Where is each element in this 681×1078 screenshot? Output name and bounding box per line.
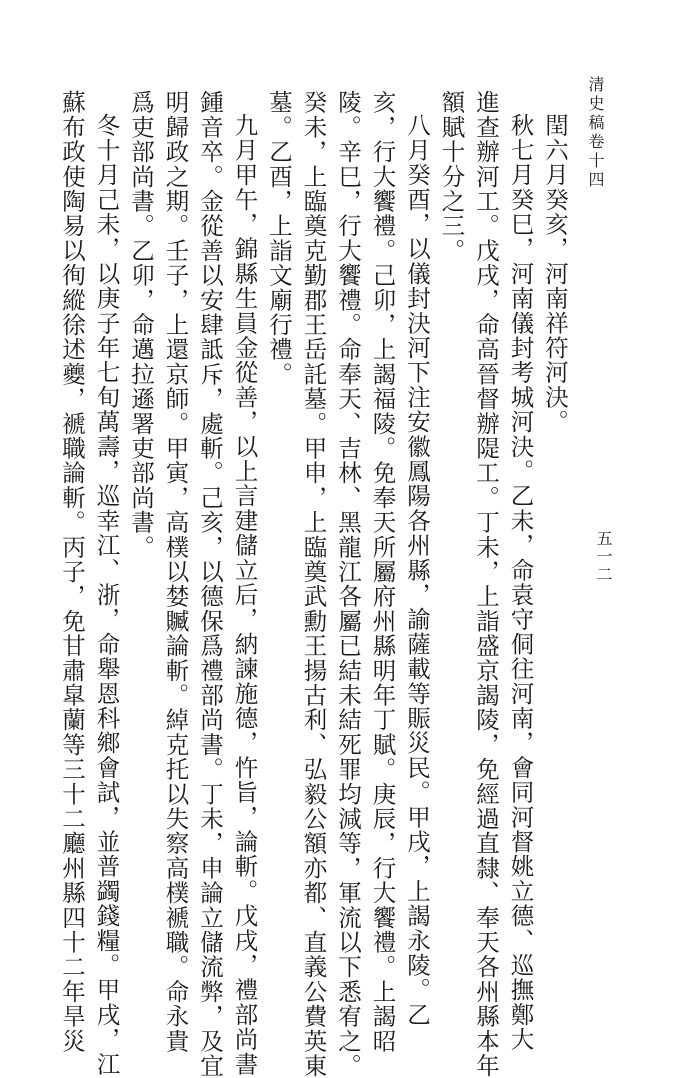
text-column: 八月癸酉，以儀封決河下注安徽鳳陽各州縣，諭薩載等賑災民。甲戌，上謁永陵。乙 <box>403 113 431 1027</box>
text-column: 進查辦河工。戊戌，命高晉督辦隄工。丁未，上詣盛京謁陵，免經過直隸、奉天各州縣本年 <box>472 90 500 1078</box>
text-column: 爲吏部尚書。乙卯，命邁拉遜署吏部尚書。 <box>127 90 155 560</box>
text-column: 墓。乙酉，上詣文廟行禮。 <box>265 90 293 387</box>
text-column: 明歸政之期。壬子，上還京師。甲寅，高樸以婪贓論斬。綽克托以失察高樸褫職。命永貴 <box>161 90 190 1054</box>
text-column: 癸未，上臨奠克勤郡王岳託墓。甲申，上臨奠武勳王揚古利、弘毅公額亦都、直義公費英東 <box>299 90 328 1078</box>
text-column: 秋七月癸巳，河南儀封考城河決。乙未，命袁守侗往河南，會同河督姚立德、巡撫鄭大 <box>506 113 535 1052</box>
text-column: 鍾音卒。金從善以安肆詆斥，處斬。己亥，以德保爲禮部尚書。丁未，申論立儲流弊，及宜 <box>196 90 224 1078</box>
running-head-title: 清史稿卷十四 <box>586 76 605 190</box>
text-column: 閏六月癸亥，河南祥符河決。 <box>541 113 569 435</box>
text-column: 額賦十分之三。 <box>437 90 466 263</box>
main-text-block <box>49 90 569 1078</box>
text-column: 冬十月己未，以庚子年七旬萬壽，巡幸江、浙，命舉恩科鄉會試，並普蠲錢糧。甲戌，江 <box>92 113 121 1077</box>
text-column: 九月甲午，錦縣生員金從善，以上言建儲立后，納諫施德，忤旨，論斬。戊戌，禮部尚書 <box>230 113 259 1077</box>
text-column: 蘇布政使陶易以徇縱徐述夔，褫職論斬。丙子，免甘肅皐蘭等三十二廳州縣四十二年旱災 <box>58 90 86 1054</box>
text-column: 亥，行大饗禮。己卯，上謁福陵。免奉天所屬府州縣明年丁賦。庚辰，行大饗禮。上謁昭 <box>368 90 397 1054</box>
page-number: 五一二 <box>594 530 613 584</box>
text-column: 陵。辛巳，行大饗禮。命奉天、吉林、黑龍江各屬已結未結死罪均減等，軍流以下悉宥之。 <box>334 90 362 1078</box>
